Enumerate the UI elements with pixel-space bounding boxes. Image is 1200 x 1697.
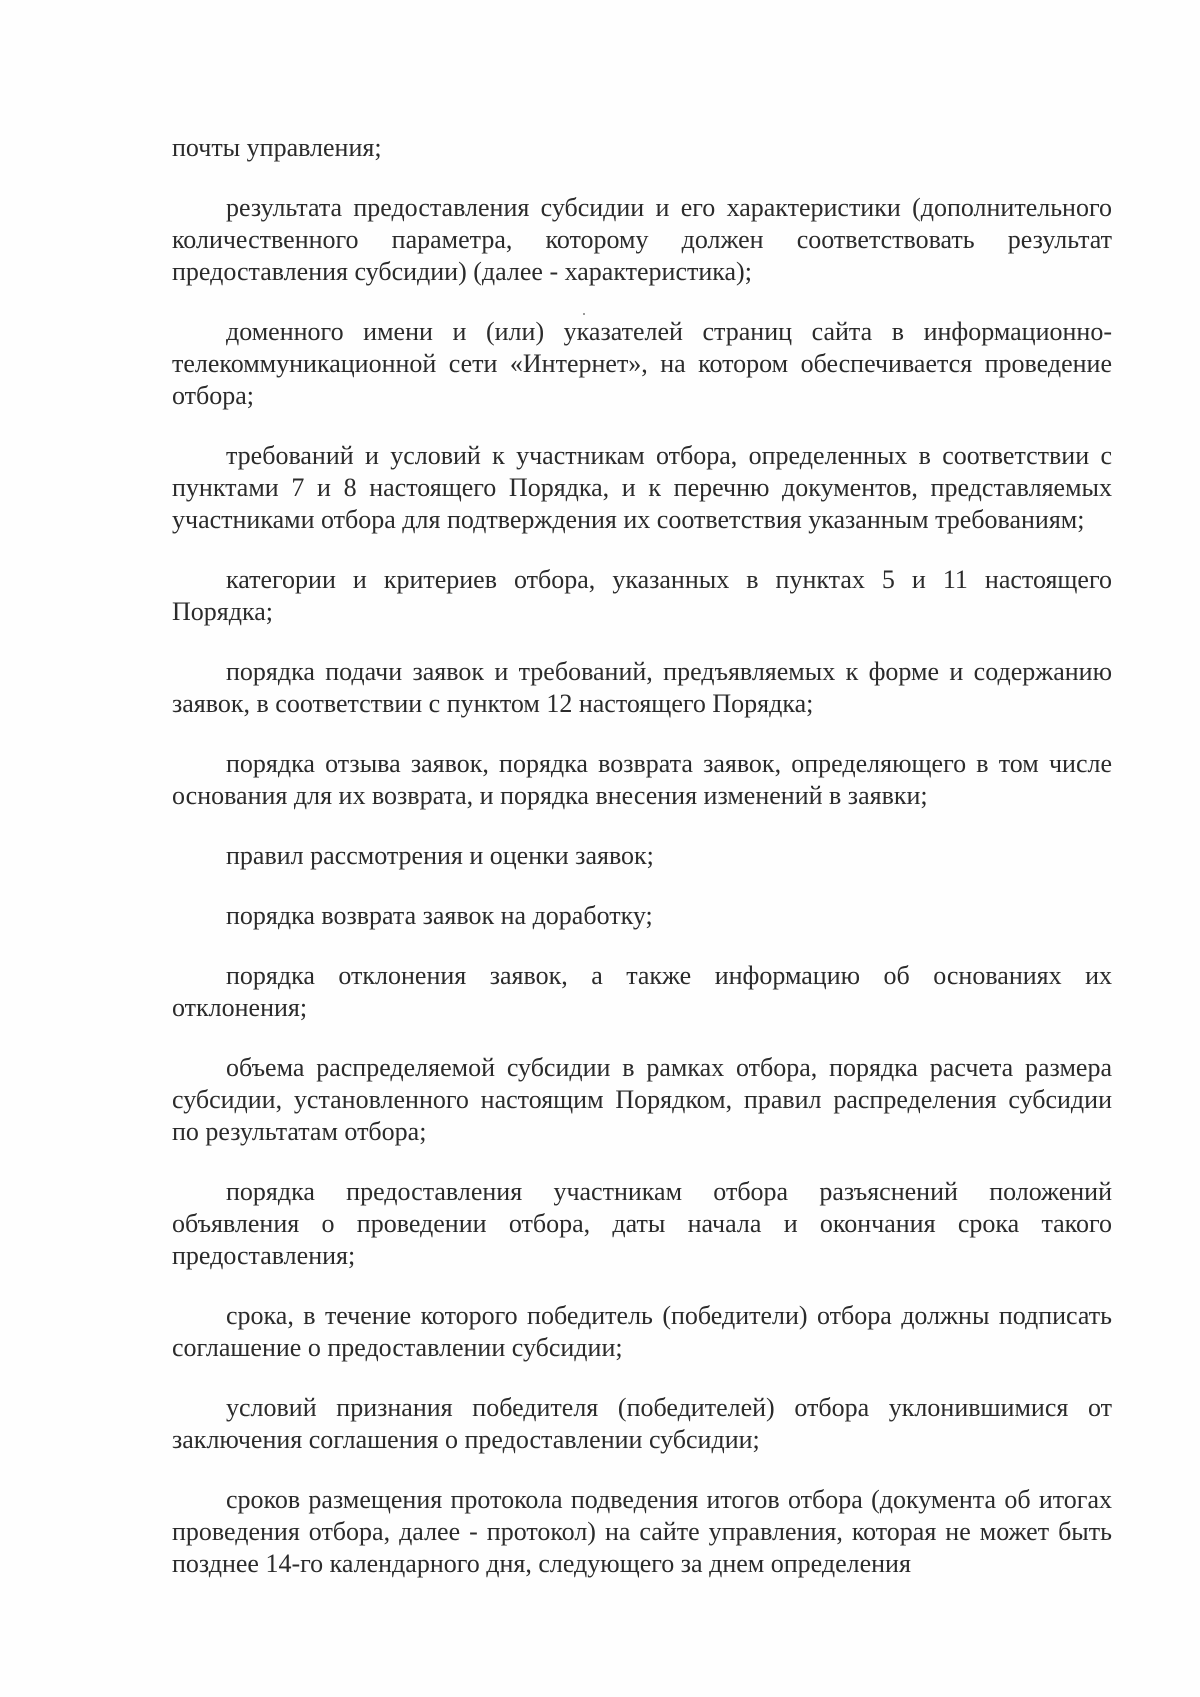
paragraph: срока, в течение которого победитель (победители) отбора должны подписать соглашение о предоставлении субсидии; xyxy=(172,1301,1112,1362)
paragraph: порядка возврата заявок на доработку; xyxy=(226,901,653,930)
paragraph: сроков размещения протокола подведения итогов отбора (документа об итогах проведения отбора, далее - протокол) на сайте управления, которая не может быть позднее 14-го календарного дня, следующего за днем определения xyxy=(172,1485,1112,1578)
paragraph: доменного имени и (или) указателей страниц сайта в информационно-телекоммуникационной сети «Интернет», на котором обеспечивается проведение отбора; xyxy=(172,317,1112,410)
paragraph: почты управления; xyxy=(172,133,382,162)
paragraph: порядка подачи заявок и требований, предъявляемых к форме и содержанию заявок, в соответствии с пунктом 12 настоящего Порядка; xyxy=(172,657,1112,718)
paragraph: требований и условий к участникам отбора, определенных в соответствии с пунктами 7 и 8 настоящего Порядка, и к перечню документов, представляемых участниками отбора для подтверждения их соответствия указанным требованиям; xyxy=(172,441,1112,534)
document-body xyxy=(172,132,1112,1580)
paragraph: объема распределяемой субсидии в рамках отбора, порядка расчета размера субсидии, установленного настоящим Порядком, правил распределения субсидии по результатам отбора; xyxy=(172,1053,1112,1146)
paragraph: условий признания победителя (победителей) отбора уклонившимися от заключения соглашения о предоставлении субсидии; xyxy=(172,1393,1112,1454)
paragraph: результата предоставления субсидии и его характеристики (дополнительного количественного параметра, которому должен соответствовать результат предоставления субсидии) (далее - характеристика); xyxy=(172,193,1112,286)
paragraph: порядка предоставления участникам отбора разъяснений положений объявления о проведении отбора, даты начала и окончания срока такого предоставления; xyxy=(172,1177,1112,1270)
paragraph: порядка отзыва заявок, порядка возврата заявок, определяющего в том числе основания для их возврата, и порядка внесения изменений в заявки; xyxy=(172,749,1112,810)
paragraph: категории и критериев отбора, указанных в пунктах 5 и 11 настоящего Порядка; xyxy=(172,565,1112,626)
paragraph: порядка отклонения заявок, а также информацию об основаниях их отклонения; xyxy=(172,961,1112,1022)
paragraph: правил рассмотрения и оценки заявок; xyxy=(226,841,654,870)
